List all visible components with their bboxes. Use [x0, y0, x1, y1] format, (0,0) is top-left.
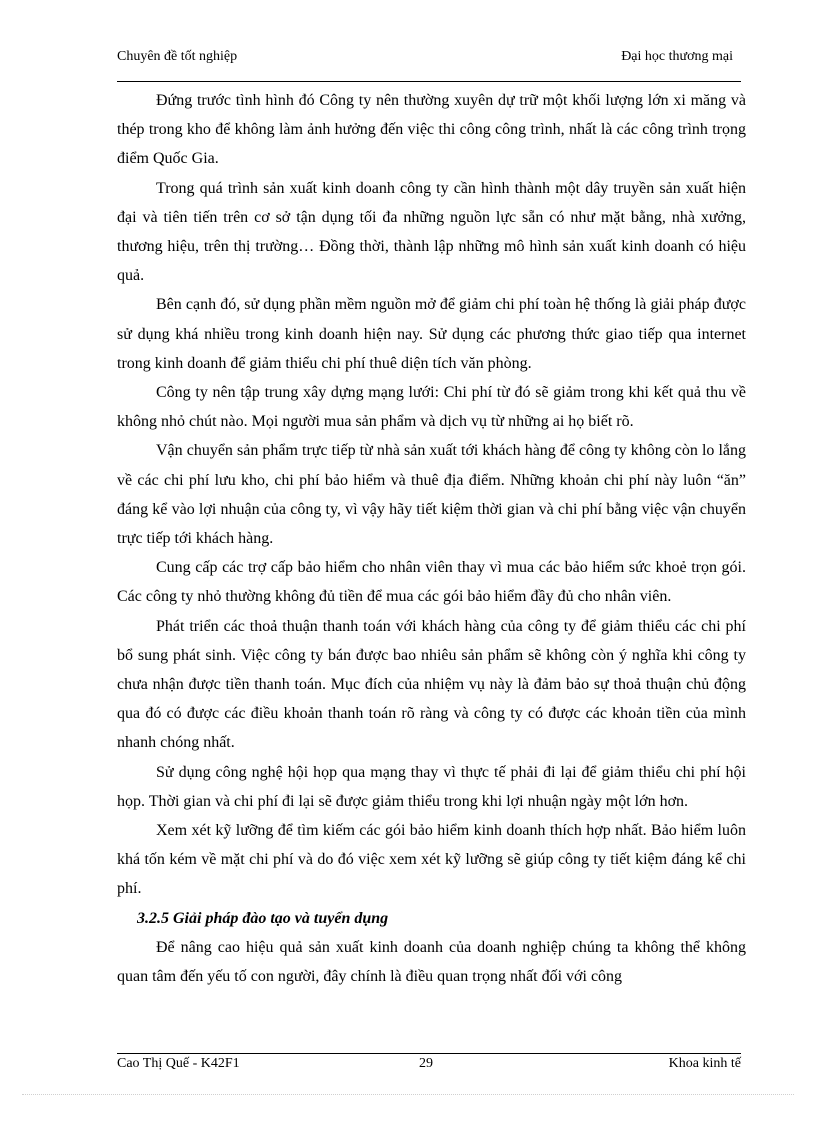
paragraph: Công ty nên tập trung xây dựng mạng lưới: Chi phí từ đó sẽ giảm trong khi kết quả thu về không nhỏ chút nào. Mọi người mua sản phẩm và dịch vụ từ những ai họ biết rõ. [117, 384, 746, 431]
paragraph: Để nâng cao hiệu quả sản xuất kinh doanh của doanh nghiệp chúng ta không thể không quan tâm đến yếu tố con người, đây chính là điều quan trọng nhất đối với công [117, 938, 746, 986]
section-heading: 3.2.5 Giải pháp đào tạo và tuyển dụng [137, 909, 389, 927]
header-left-title: Chuyên đề tốt nghiệp [117, 49, 238, 64]
footer-rule [117, 1053, 741, 1054]
page-edge-dotted-line [22, 1094, 794, 1095]
paragraph: Sử dụng công nghệ hội họp qua mạng thay vì thực tế phải đi lại để giảm thiểu chi phí hội họp. Thời gian và chi phí đi lại sẽ được giảm thiểu trong khi lợi nhuận ngày một lớn hơn. [117, 763, 746, 810]
page-number: 29 [419, 1056, 433, 1071]
page-footer [117, 1056, 741, 1078]
page-header [117, 49, 741, 69]
document-body [117, 86, 746, 991]
header-rule [117, 81, 741, 82]
paragraph: Vận chuyển sản phẩm trực tiếp từ nhà sản xuất tới khách hàng để công ty không còn lo lắng về các chi phí lưu kho, chi phí bảo hiểm và thuê địa điểm. Những khoản chi phí này luôn “ăn” đáng kể vào lợi nhuận của công ty, vì vậy hãy tiết kiệm thời gian và chi phí bằng việc vận chuyển trực tiếp tới khách hàng. [117, 442, 746, 548]
paragraph: Phát triển các thoả thuận thanh toán với khách hàng của công ty để giảm thiểu các chi phí bổ sung phát sinh. Việc công ty bán được bao nhiêu sản phẩm sẽ không còn ý nghĩa khi công ty chưa nhận được tiền thanh toán. Mục đích của nhiệm vụ này là đảm bảo sự thoả thuận chủ động qua đó có được các điều khoản thanh toán rõ ràng và công ty có được các khoản tiền của mình nhanh chóng nhất. [117, 617, 746, 752]
paragraph: Xem xét kỹ lưỡng để tìm kiếm các gói bảo hiểm kinh doanh thích hợp nhất. Bảo hiểm luôn khá tốn kém về mặt chi phí và do đó việc xem xét kỹ lưỡng sẽ giúp công ty tiết kiệm đáng kể chi phí. [117, 822, 746, 898]
header-right-title: Đại học thương mại [621, 49, 733, 64]
paragraph: Trong quá trình sản xuất kinh doanh công ty cần hình thành một dây truyền sản xuất hiện đại và tiên tiến trên cơ sở tận dụng tối đa những nguồn lực sẵn có như mặt bằng, nhà xưởng, thương hiệu, trên thị trường… Đồng thời, thành lập những mô hình sản xuất kinh doanh có hiệu quả. [117, 179, 746, 285]
footer-author: Cao Thị Quế - K42F1 [117, 1056, 240, 1071]
paragraph: Cung cấp các trợ cấp bảo hiểm cho nhân viên thay vì mua các bảo hiểm sức khoẻ trọn gói. Các công ty nhỏ thường không đủ tiền để mua các gói bảo hiểm đầy đủ cho nhân viên. [117, 559, 746, 606]
footer-department: Khoa kinh tế [668, 1056, 741, 1071]
paragraph: Đứng trước tình hình đó Công ty nên thường xuyên dự trữ một khối lượng lớn xi măng và thép trong kho để không làm ảnh hưởng đến việc thi công công trình, nhất là các công trình trọng điểm Quốc Gia. [117, 92, 746, 168]
paragraph: Bên cạnh đó, sử dụng phần mềm nguồn mở để giảm chi phí toàn hệ thống là giải pháp được sử dụng khá nhiều trong kinh doanh hiện nay. Sử dụng các phương thức giao tiếp qua internet trong kinh doanh để giảm thiểu chi phí thuê diện tích văn phòng. [117, 296, 746, 372]
